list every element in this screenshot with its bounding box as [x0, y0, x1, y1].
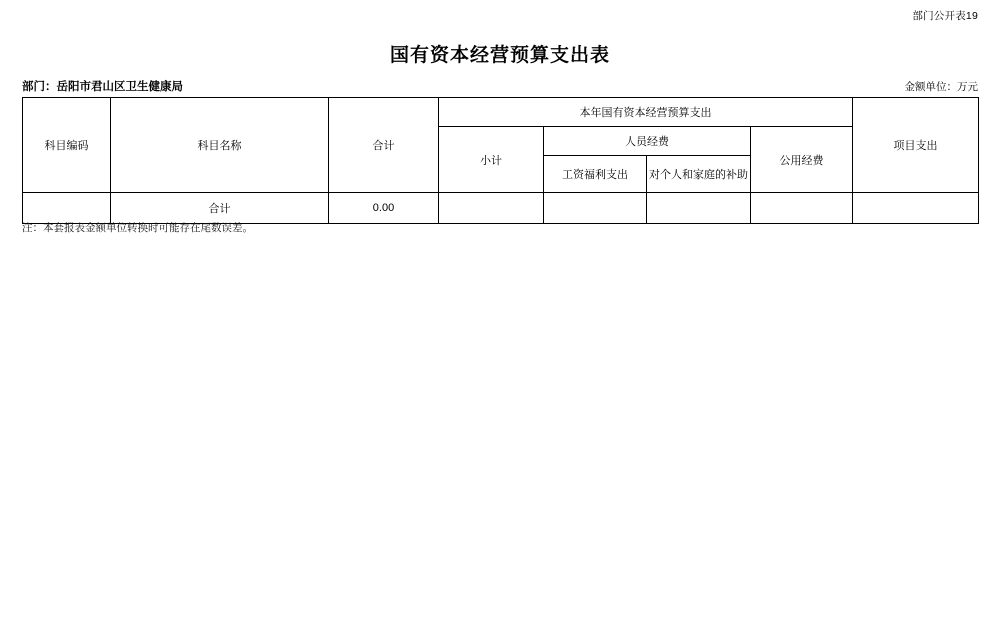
header-subject-name: 科目名称	[111, 98, 329, 193]
table-row	[23, 193, 979, 224]
header-subtotal: 小计	[439, 127, 544, 193]
cell-subject-code	[23, 193, 111, 224]
table-header-row-1	[23, 98, 979, 127]
department-label: 部门：岳阳市君山区卫生健康局	[22, 81, 183, 93]
cell-project-expenditure	[853, 193, 979, 224]
meta-row	[22, 78, 978, 94]
header-salary-welfare: 工资福利支出	[544, 156, 647, 193]
header-project-expenditure: 项目支出	[853, 98, 979, 193]
page-title: 国有资本经营预算支出表	[389, 45, 610, 66]
cell-public-funds	[751, 193, 853, 224]
cell-total: 0.00	[329, 193, 439, 224]
cell-subtotal	[439, 193, 544, 224]
form-code-label: 部门公开表19	[912, 10, 978, 22]
cell-salary-welfare	[544, 193, 647, 224]
budget-expenditure-table	[22, 97, 979, 224]
amount-unit-label: 金额单位：万元	[904, 81, 978, 93]
header-public-funds: 公用经费	[751, 127, 853, 193]
cell-subject-name: 合计	[111, 193, 329, 224]
table-footnote: 注：本套报表金额单位转换时可能存在尾数误差。	[22, 222, 253, 234]
header-current-year-group: 本年国有资本经营预算支出	[439, 98, 853, 127]
header-subject-code: 科目编码	[23, 98, 111, 193]
header-personnel-group: 人员经费	[544, 127, 751, 156]
cell-family-subsidy	[647, 193, 751, 224]
header-total: 合计	[329, 98, 439, 193]
header-family-subsidy: 对个人和家庭的补助	[647, 156, 751, 193]
